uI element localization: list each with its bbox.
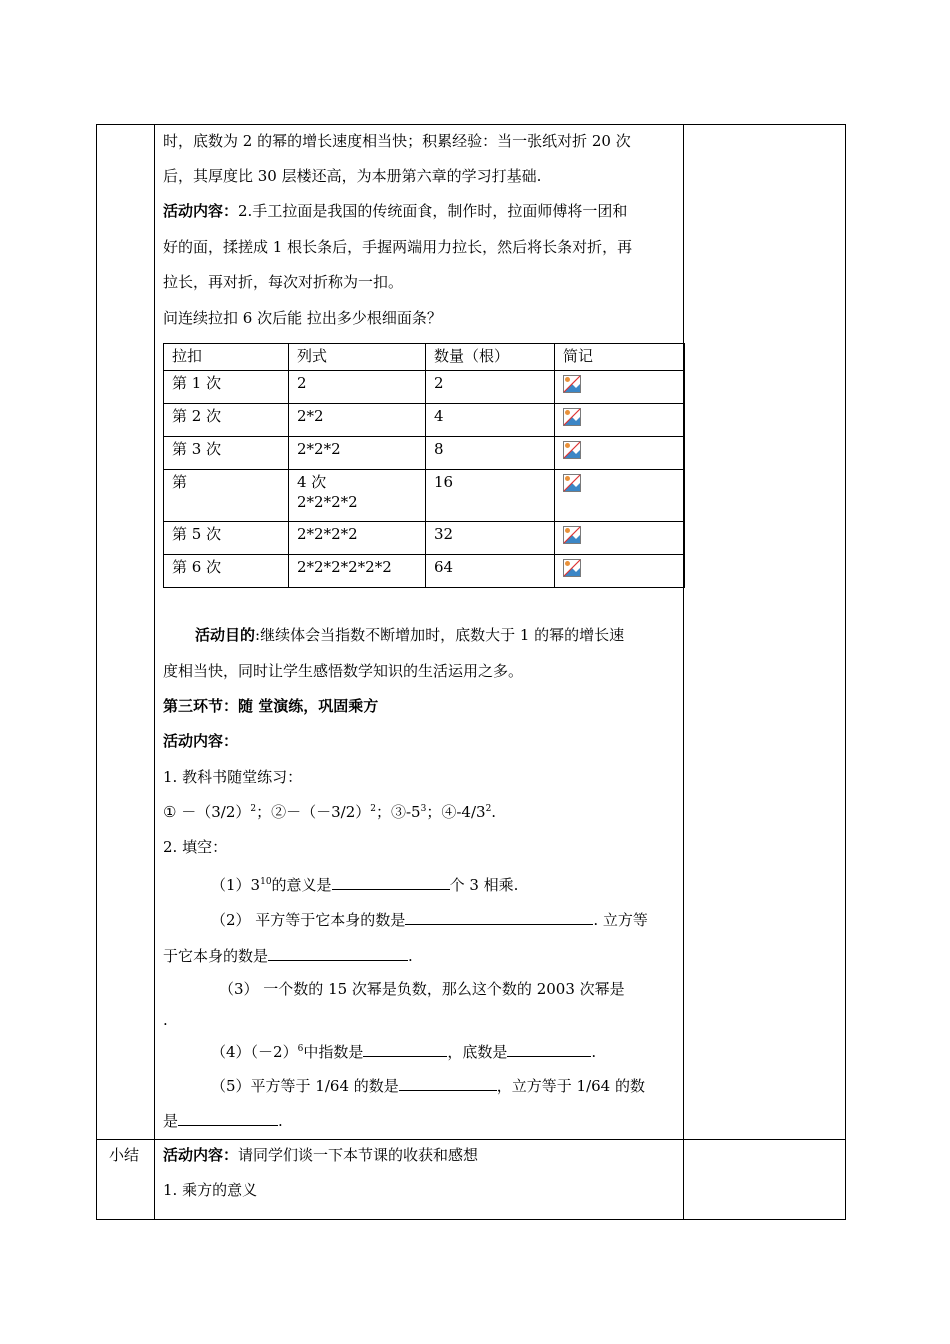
text-part: . (278, 1112, 283, 1130)
table-cell (555, 371, 685, 404)
table-cell: 2*2*2 (289, 437, 426, 470)
broken-image-icon (563, 441, 581, 459)
activity-content-label: 活动内容： (163, 202, 239, 220)
purpose-line: 度相当快，同时让学生感悟数学知识的生活运用之多。 (163, 662, 524, 680)
exercise-title: 2. 填空： (163, 838, 228, 856)
table-row (164, 470, 685, 522)
exercise-line (163, 802, 496, 822)
table-cell (555, 522, 685, 555)
fill-blank-5-cont (163, 1109, 283, 1131)
table-header: 列式 (289, 344, 426, 371)
table-cell: 第 5 次 (164, 522, 289, 555)
paragraph-line (163, 201, 627, 221)
broken-image-icon (563, 375, 581, 393)
broken-image-icon (563, 559, 581, 577)
table-cell (555, 470, 685, 522)
table-cell: 4 (426, 404, 555, 437)
answer-blank[interactable] (399, 1074, 497, 1091)
broken-image-icon (563, 474, 581, 492)
exponent: 2 (370, 804, 376, 814)
table-cell: 第 6 次 (164, 555, 289, 588)
exercise-part: ；③-5 (375, 803, 421, 821)
cell-line: 4 次 (297, 473, 327, 491)
table-header: 数量（根） (426, 344, 555, 371)
column-divider-right (683, 125, 684, 1219)
text-part: . (591, 1043, 597, 1061)
table-row (164, 437, 685, 470)
fill-blank-5 (211, 1074, 645, 1096)
table-cell: 2 (426, 371, 555, 404)
fill-blank-2-cont (163, 944, 413, 966)
table-header: 拉扣 (164, 344, 289, 371)
purpose-label: 活动目的 (195, 626, 256, 644)
purpose-text: :继续体会当指数不断增加时，底数大于 1 的幂的增长速 (255, 626, 625, 644)
text-part: 是 (163, 1112, 179, 1130)
table-cell: 第 3 次 (164, 437, 289, 470)
noodle-table (163, 343, 685, 588)
text-part: ，立方等于 1/64 的数 (496, 1077, 645, 1095)
table-cell: 16 (426, 470, 555, 522)
table-cell: 第 1 次 (164, 371, 289, 404)
text-part: 中指数是 (303, 1043, 364, 1061)
text-part: （5）平方等于 1/64 的数是 (211, 1077, 399, 1095)
activity-content-text: 2.手工拉面是我国的传统面食，制作时，拉面师傅将一团和 (238, 202, 628, 220)
table-cell: 第 (164, 470, 289, 522)
table-row (164, 555, 685, 588)
answer-blank[interactable] (405, 908, 593, 925)
fill-blank-3-end: . (163, 1011, 168, 1029)
table-cell (555, 555, 685, 588)
text-part: 于它本身的数是 (163, 947, 269, 965)
question-line: 问连续拉扣 6 次后能 拉出多少根细面条？ (163, 309, 442, 327)
fill-blank-2 (211, 908, 648, 930)
paragraph-line: 拉长，再对折，每次对折称为一扣。 (163, 273, 404, 291)
exponent: 6 (297, 1044, 304, 1054)
summary-content (163, 1145, 478, 1165)
exponent: 3 (420, 804, 427, 814)
fill-blank-1 (211, 873, 518, 895)
table-cell: 32 (426, 522, 555, 555)
lesson-table (96, 124, 846, 1220)
answer-blank[interactable] (332, 873, 450, 890)
paragraph-line: 时，底数为 2 的幂的增长速度相当快；积累经验：当一张纸对折 20 次 (163, 132, 631, 150)
fill-blank-4 (211, 1040, 596, 1062)
purpose-line (195, 625, 624, 645)
exercise-part: . (491, 803, 497, 821)
table-cell (555, 404, 685, 437)
fill-blank-3: （3） 一个数的 15 次幂是负数，那么这个数的 2003 次幂是 (219, 980, 625, 998)
broken-image-icon (563, 408, 581, 426)
text-part: . 立方等 (593, 911, 648, 929)
table-cell: 2*2*2*2 (289, 522, 426, 555)
activity-content-label: 活动内容： (163, 732, 239, 750)
answer-blank[interactable] (363, 1040, 447, 1057)
broken-image-icon (563, 526, 581, 544)
text-part: 个 3 相乘. (449, 876, 519, 894)
summary-item: 1. 乘方的意义 (163, 1181, 258, 1199)
paragraph-line: 好的面，揉搓成 1 根长条后，手握两端用力拉长，然后将长条对折，再 (163, 238, 633, 256)
answer-blank[interactable] (178, 1109, 278, 1126)
text-part: （2） 平方等于它本身的数是 (211, 911, 406, 929)
cell-line: 2*2*2*2 (297, 493, 358, 511)
table-cell: 2*2 (289, 404, 426, 437)
exponent: 2 (250, 804, 257, 814)
exponent: 10 (260, 877, 272, 887)
section-title: 第三环节：随 堂演练，巩固乘方 (163, 697, 379, 715)
activity-content-label: 活动内容： (163, 1146, 239, 1164)
text-part: （1）3 (211, 876, 261, 894)
table-row (164, 404, 685, 437)
table-cell: 2*2*2*2*2*2 (289, 555, 426, 588)
table-cell (555, 437, 685, 470)
table-cell: 2 (289, 371, 426, 404)
table-cell: 第 2 次 (164, 404, 289, 437)
text-part: . (408, 947, 413, 965)
summary-text: 请同学们谈一下本节课的收获和感想 (238, 1146, 479, 1164)
answer-blank[interactable] (268, 944, 408, 961)
paragraph-line: 后，其厚度比 30 层楼还高，为本册第六章的学习打基础. (163, 167, 542, 185)
text-part: 的意义是 (271, 876, 332, 894)
answer-blank[interactable] (507, 1040, 591, 1057)
text-part: ，底数是 (447, 1043, 508, 1061)
table-cell: 64 (426, 555, 555, 588)
column-divider-left (154, 125, 155, 1219)
exercise-part: ；④-4/3 (426, 803, 486, 821)
exercise-part: ① －（3/2） (163, 803, 251, 821)
row-divider-summary (97, 1139, 845, 1140)
text-part: （4）（－2） (211, 1043, 298, 1061)
exponent: 2 (485, 804, 492, 814)
table-cell (289, 470, 426, 522)
table-cell: 8 (426, 437, 555, 470)
exercise-title: 1. 教科书随堂练习： (163, 768, 303, 786)
table-header: 简记 (555, 344, 685, 371)
table-row (164, 371, 685, 404)
table-row (164, 522, 685, 555)
summary-label: 小结 (109, 1146, 140, 1164)
exercise-part: ；②－（－3/2） (256, 803, 371, 821)
